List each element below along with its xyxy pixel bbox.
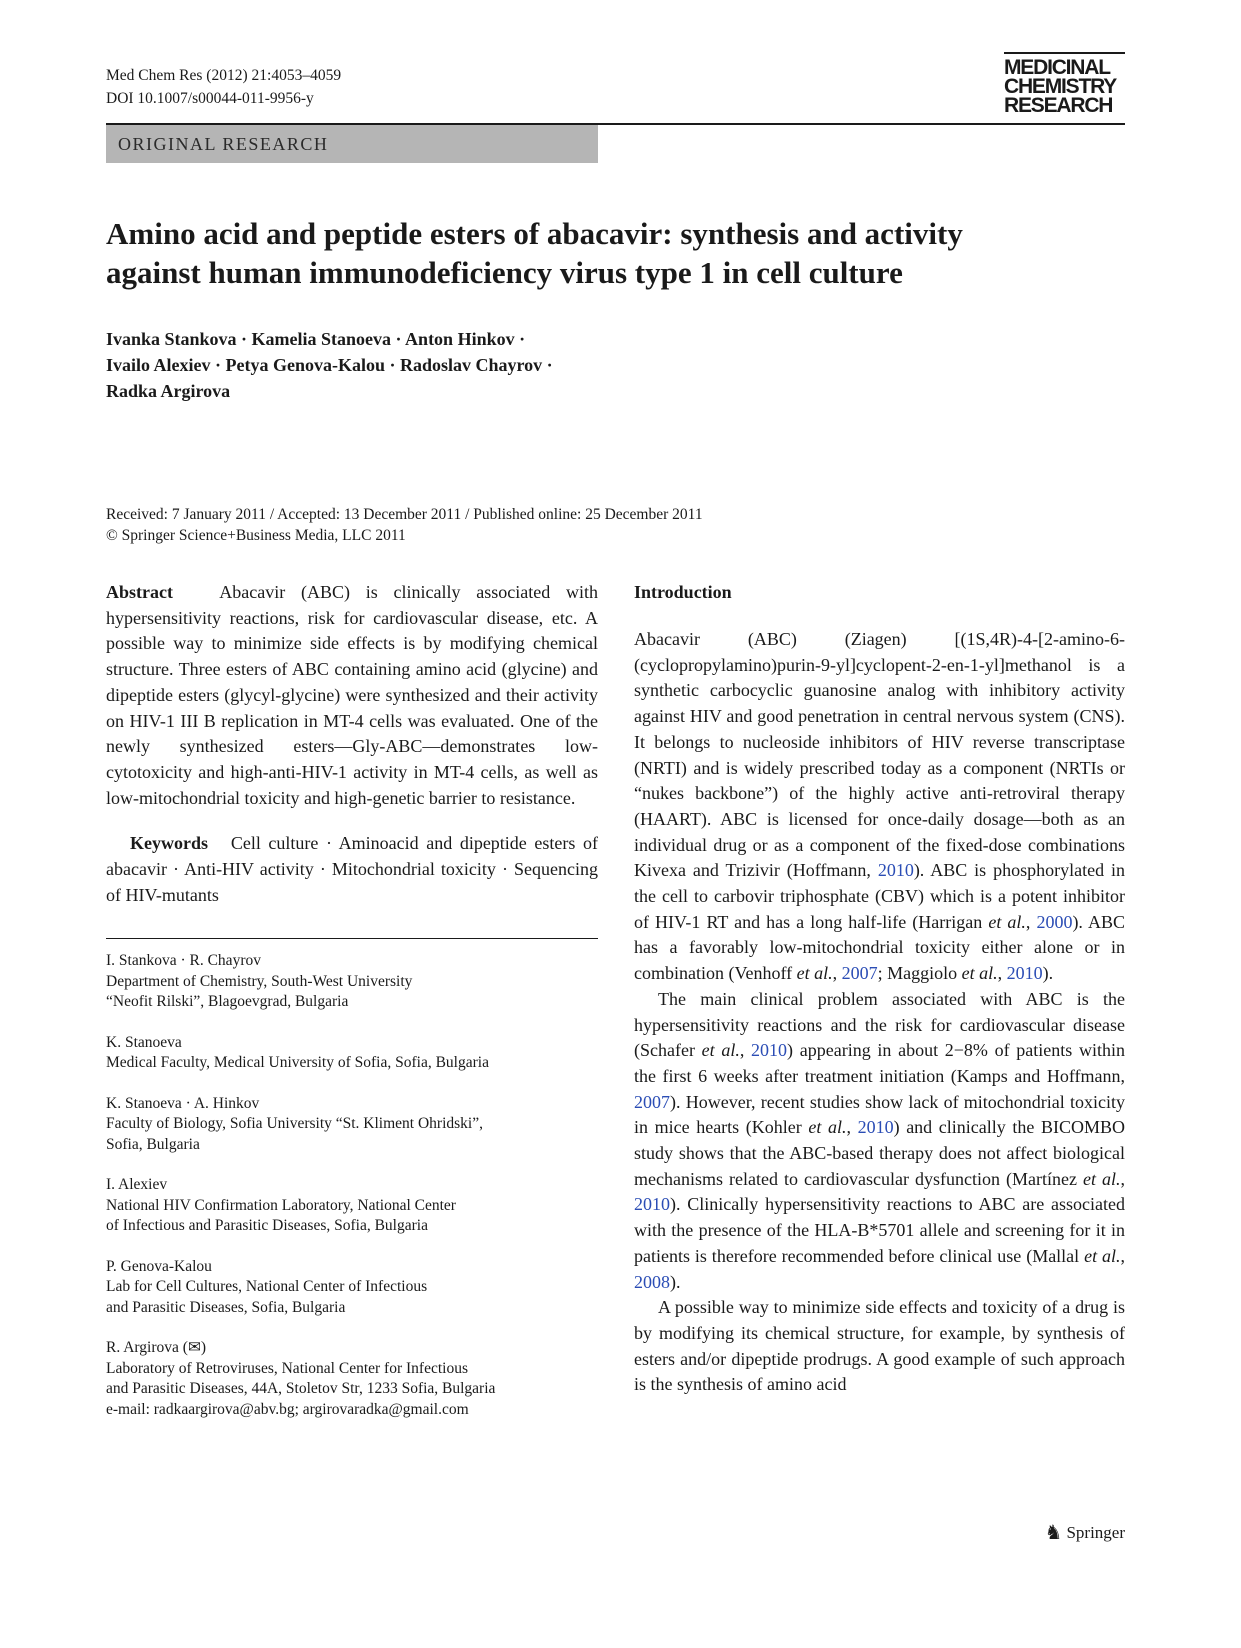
et-al: et al. — [988, 911, 1026, 932]
doi-line: DOI 10.1007/s00044-011-9956-y — [106, 90, 314, 107]
publication-dates — [106, 504, 1006, 546]
et-al: et al. — [796, 963, 833, 984]
affiliation-authors: I. Alexiev — [106, 1176, 168, 1194]
citation-line: Med Chem Res (2012) 21:4053–4059 — [106, 67, 342, 84]
affiliation-line: Lab for Cell Cultures, National Center of Infectious — [106, 1278, 428, 1296]
affiliation-line: Sofia, Bulgaria — [106, 1135, 200, 1153]
affiliation-block — [106, 1033, 598, 1074]
keywords-text: Cell culture · Aminoacid and dipeptide esters of abacavir · Anti-HIV activity · Mitochondrial toxicity · Sequencing of HIV-mutants — [106, 833, 598, 905]
affiliation-line: Faculty of Biology, Sofia University “St. Kliment Ohridski”, — [106, 1115, 483, 1133]
springer-horse-icon: ♞ — [1044, 1522, 1063, 1544]
text-run: ). — [1042, 963, 1054, 984]
intro-paragraph-3: A possible way to minimize side effects and toxicity of a drug is by modifying its chemical structure, for example, by synthesis of esters and/or dipeptide prodrugs. A good example of such approach is the synthesis of amino acid — [634, 1297, 1125, 1395]
citation-link[interactable]: 2010 — [634, 1194, 670, 1215]
copyright-line: © Springer Science+Business Media, LLC 2011 — [106, 527, 406, 544]
authors-line-2: Ivailo Alexiev · Petya Genova-Kalou · Radoslav Chayrov · — [106, 355, 553, 375]
text-run: ) and clinically the BICOMBO study shows that the ABC-based therapy does not affect biological mechanisms related to cardiovascular dysfunction (Martínez — [634, 1117, 1125, 1189]
et-al: et al. — [1082, 1168, 1121, 1189]
citation-link[interactable]: 2008 — [634, 1271, 670, 1292]
intro-paragraph-1 — [634, 627, 1125, 987]
text-run: , — [1025, 911, 1037, 932]
abstract — [106, 580, 598, 811]
abstract-text: Abacavir (ABC) is clinically associated with hypersensitivity reactions, risk for cardiovascular disease, etc. A possible way to minimize side effects is by modifying chemical structure. Three esters of ABC containing amino acid (glycine) and dipeptide esters (glycyl-glycine) were synthesized and their activity on HIV-1 III B replication in MT-4 cells was evaluated. One of the newly synthesized esters—Gly-ABC—demonstrates low-cytotoxicity and high-anti-HIV-1 activity in MT-4 cells, as well as low-mitochondrial toxicity and high-genetic barrier to resistance. — [106, 582, 598, 808]
logo-line-3: RESEARCH — [1004, 94, 1113, 117]
text-run: ; Maggiolo — [877, 963, 962, 984]
citation-header — [106, 64, 341, 110]
text-run: ). However, recent studies show lack of mitochondrial toxicity in mice hearts (Kohler — [634, 1091, 1125, 1138]
affiliation-authors: I. Stankova · R. Chayrov — [106, 952, 261, 970]
dates-line: Received: 7 January 2011 / Accepted: 13 December 2011 / Published online: 25 December 2011 — [106, 506, 703, 523]
affiliation-rule — [106, 938, 598, 939]
affiliation-line: Laboratory of Retroviruses, National Center for Infectious — [106, 1359, 468, 1377]
logo-line-1: MEDICINAL — [1004, 56, 1110, 79]
journal-logo — [1004, 52, 1125, 115]
section-label: ORIGINAL RESEARCH — [106, 125, 598, 163]
affiliation-authors: R. Argirova (✉) — [106, 1339, 207, 1357]
text-run: , — [1120, 1245, 1125, 1266]
text-run: , — [1120, 1168, 1125, 1189]
keywords — [106, 831, 598, 908]
text-run: Abacavir (ABC) (Ziagen) [(1S,4R)-4-[2-amino-6-(cyclopropylamino)purin-9-yl]cyclopent-2-en-1-yl]methanol is a synthetic carbocyclic guanosine analog with inhibitory activity against HIV and good penetration in central nervous system (CNS). It belongs to nucleoside inhibitors of HIV reverse transcriptase (NRTI) and is widely prescribed today as a component (NRTIs or “nukes backbone”) of the highly active anti-retroviral therapy (HAART). ABC is licensed for once-daily dosage—both as an individual drug or as a component of the fixed-dose combinations Kivexa and Trizivir (Hoffmann, — [634, 629, 1125, 881]
authors-line-1: Ivanka Stankova · Kamelia Stanoeva · Anton Hinkov · — [106, 329, 526, 349]
affiliation-line: and Parasitic Diseases, Sofia, Bulgaria — [106, 1298, 346, 1316]
citation-link[interactable]: 2010 — [751, 1040, 788, 1061]
et-al: et al. — [808, 1117, 847, 1138]
text-run: , — [846, 1117, 858, 1138]
logo-line-2: CHEMISTRY — [1004, 75, 1117, 98]
text-run: ). ABC has a favorably low-mitochondrial toxicity either alone or in combination (Venhoff — [634, 911, 1126, 984]
citation-link[interactable]: 2000 — [1036, 911, 1073, 932]
et-al: et al. — [701, 1040, 740, 1061]
affiliation-line: Department of Chemistry, South-West University — [106, 972, 413, 990]
text-run: The main clinical problem associated with ABC is the hypersensitivity reactions and the risk for cardiovascular disease (Schafer — [634, 988, 1125, 1061]
et-al: et al. — [961, 963, 998, 984]
affiliation-block — [106, 1175, 598, 1237]
authors-line-3: Radka Argirova — [106, 381, 231, 401]
citation-link[interactable]: 2010 — [857, 1117, 894, 1138]
affiliation-line: Medical Faculty, Medical University of Sofia, Sofia, Bulgaria — [106, 1054, 489, 1072]
affiliation-authors: K. Stanoeva — [106, 1033, 182, 1051]
publisher-footer — [1045, 1520, 1125, 1545]
title-line-1: Amino acid and peptide esters of abacavir: synthesis and activity — [106, 216, 963, 251]
keywords-label: Keywords — [130, 833, 208, 854]
affiliation-line: and Parasitic Diseases, 44A, Stoletov Str, 1233 Sofia, Bulgaria — [106, 1380, 496, 1398]
citation-link[interactable]: 2007 — [634, 1091, 670, 1112]
text-run: ). ABC is phosphorylated in the cell to carbovir triphosphate (CBV) which is a potent inhibitor of HIV-1 RT and has a long half-life (Harrigan — [634, 860, 1125, 932]
citation-link[interactable]: 2007 — [841, 963, 878, 984]
intro-paragraph-2 — [634, 987, 1125, 1295]
citation-link[interactable]: 2010 — [1006, 963, 1043, 984]
affiliation-line: of Infectious and Parasitic Diseases, Sofia, Bulgaria — [106, 1217, 428, 1235]
affiliation-line: National HIV Confirmation Laboratory, National Center — [106, 1196, 456, 1214]
affiliation-block — [106, 1094, 598, 1156]
text-run: , — [997, 963, 1007, 984]
text-run: ). Clinically hypersensitivity reactions to ABC are associated with the presence of the HLA-B*5701 allele and screening for it in patients is therefore recommended before clinical use (Mallal — [634, 1194, 1125, 1266]
text-run: ) appearing in about 2−8% of patients within the first 6 weeks after treatment initiation (Kamps and Hoffmann, — [634, 1040, 1125, 1086]
citation-link[interactable]: 2010 — [877, 860, 914, 881]
text-run: , — [832, 963, 842, 984]
text-run: , — [739, 1040, 752, 1061]
affiliation-line: e-mail: radkaargirova@abv.bg; argirovaradka@gmail.com — [106, 1400, 469, 1418]
left-column — [106, 580, 598, 1420]
article-title — [106, 214, 1106, 292]
affiliation-block — [106, 1338, 598, 1420]
title-line-2: against human immunodeficiency virus type 1 in cell culture — [106, 255, 903, 290]
affiliation-line: “Neofit Rilski”, Blagoevgrad, Bulgaria — [106, 993, 349, 1011]
publisher-name: Springer — [1066, 1522, 1125, 1542]
et-al: et al. — [1084, 1245, 1121, 1266]
right-column — [634, 580, 1125, 1398]
affiliation-authors: P. Genova-Kalou — [106, 1257, 212, 1275]
abstract-label: Abstract — [106, 582, 173, 602]
affiliation-block — [106, 1257, 598, 1319]
affiliation-block — [106, 951, 598, 1013]
text-run: ). — [670, 1271, 681, 1292]
affiliation-authors: K. Stanoeva · A. Hinkov — [106, 1094, 260, 1112]
introduction-heading: Introduction — [634, 582, 732, 602]
author-list — [106, 326, 666, 404]
affiliations — [106, 951, 598, 1420]
